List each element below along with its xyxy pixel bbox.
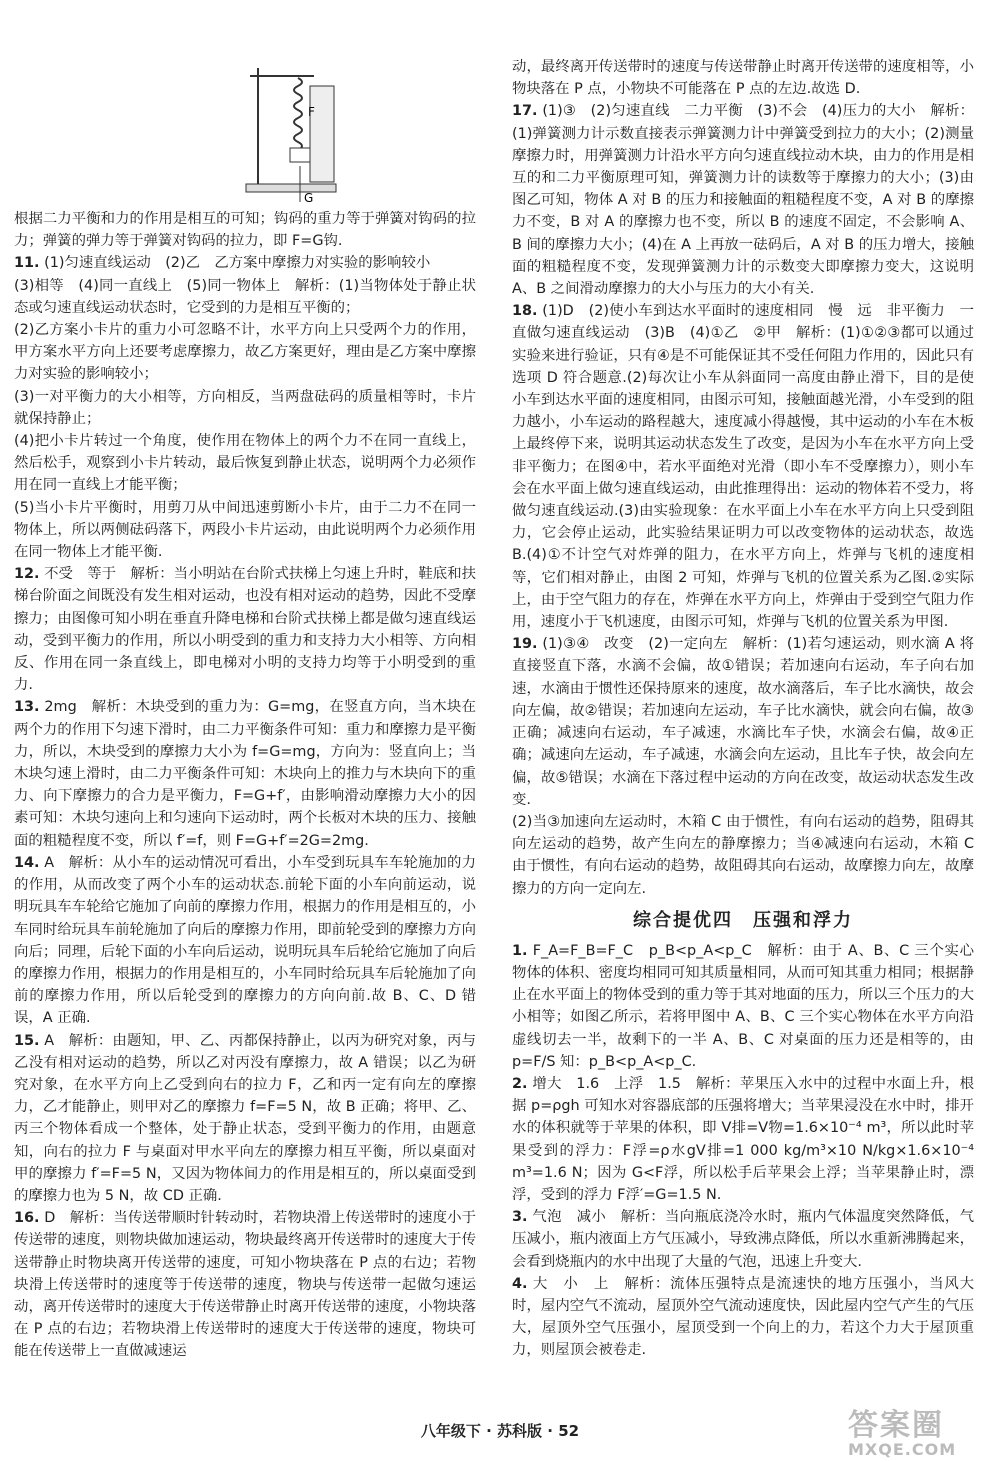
q14 [14,852,476,1030]
q11-line-3: (3)一对平衡力的大小相等，方向相反，当两盘砝码的质量相等时，卡片就保持静止； [14,388,476,427]
q18-number: 18. [512,303,538,320]
q12-text: 不受 等于 解析：当小明站在台阶式扶梯上匀速上升时，鞋底和扶梯台阶面之间既没有发生相对运动，也没有相对运动的趋势，因此不受摩擦力；由图像可知小明在垂直升降电梯和台阶式扶梯上都是做匀速直线运动，受到平衡力的作用，所以小明受到的重力和支持力大小相等、方向相反、作用在同一条直线上，即电梯对小明的支持力均等于小明受到的重力. [14,566,476,694]
page-footer: 八年级下 · 苏科版 · 52 [420,1422,580,1440]
s4-text: 大 小 上 解析：流体压强特点是流速快的地方压强小，当风大时，屋内空气不流动，屋顶外空气流动速度快，因此屋内空气产生的气压大，屋顶外空气压强小，屋顶受到一个向上的力，若这个力大于屋顶重力，则屋顶会被卷走. [512,1275,974,1359]
left-column [14,56,476,1363]
q19-part2: (2)当③加速向左运动时，木箱 C 由于惯性，有向右运动的趋势，阻碍其向左运动的趋势，故产生向左的静摩擦力；当④减速向右运动，木箱 C 由于惯性，有向右运动的趋势，故阻碍其向右运动，故摩擦力向左，故摩擦力的方向一定向左. [512,813,974,897]
s2-number: 2. [512,1075,528,1092]
q14-text: A 解析：从小车的运动情况可看出，小车受到玩具车车轮施加的力的作用，从而改变了两个小车的运动状态.前轮下面的小车向前运动，说明玩具车车轮给它施加了向前的摩擦力作用，根据力的作用是相互的，小车同时给玩具车前轮施加了向后的摩擦力作用，即前轮受到的摩擦力方向向后；同理，后轮下面的小车向后运动，说明玩具车后轮给它施加了向后的摩擦力作用，根据力的作用是相互的，小车同时给玩具车后轮施加了向前的摩擦力作用，所以后轮受到的摩擦力的方向向前.故 B、C、D 错误，A 正确. [14,854,476,1027]
logo-url: MXQE.COM [848,1440,957,1459]
q13 [14,696,476,851]
s1-number: 1. [512,942,528,959]
s2 [512,1073,974,1206]
q13-text: 2mg 解析：木块受到的重力为：G=mg，在竖直方向，当木块在两个力的作用下匀速下滑时，由二力平衡条件可知：重力和摩擦力是平衡力，所以，木块受到的摩擦力大小为 f=G=mg，方向为：竖直向上；当木块匀速上滑时，由二力平衡条件可知：木块向上的推力与木块向下的重力、向下摩擦力的合力是平衡力，F=G+f′，由影响滑动摩擦力大小的因素可知：木块匀速向上和匀速向下运动时，两个长板对木块的压力、接触面的粗糙程度不变，所以 f′=f，则 F=G+f′=2G=2mg. [14,699,476,849]
q15-number: 15. [14,1032,40,1049]
s2-text: 增大 1.6 上浮 1.5 解析：苹果压入水中的过程中水面上升，根据 p=ρgh 可知水对容器底部的压强将增大；当苹果浸没在水中时，排开水的体积就等于苹果的体积，即 V排=V物=1.6×10⁻⁴ m³，所以此时苹果受到的浮力：F浮=ρ水gV排=1 000 kg/m³×10 N/kg×1.6×10⁻⁴ m³=1.6 N；因为 G<F浮，所以松手后苹果会上浮；当苹果静止时，漂浮，受到的浮力 F浮′=G=1.5 N. [512,1075,974,1203]
s4 [512,1273,974,1362]
q12 [14,563,476,696]
q16-continued: 动，最终离开传送带时的速度与传送带静止时离开传送带的速度相等，小物块落在 P 点，小物块不可能落在 P 点的左边.故选 D. [512,59,974,98]
q11 [14,252,476,563]
q14-number: 14. [14,854,40,871]
s1 [512,940,974,1073]
s3 [512,1206,974,1273]
right-column [512,56,974,1362]
watermark-logo [848,1400,988,1458]
q13-number: 13. [14,699,40,716]
q11-number: 11. [14,255,40,272]
s3-text: 气泡 减小 解析：当向瓶底浇冷水时，瓶内气体温度突然降低，气压减小，瓶内液面上方气压减小，导致沸点降低，所以水重新沸腾起来，会看到烧瓶内的水中出现了大量的气泡，迅速上升变大. [512,1209,974,1270]
q19-number: 19. [512,636,538,653]
s4-number: 4. [512,1275,528,1292]
q17-text: (1)③ (2)匀速直线 二力平衡 (3)不会 (4)压力的大小 解析：(1)弹簧测力计示数直接表示弹簧测力计中弹簧受到拉力的大小；(2)测量摩擦力时，用弹簧测力计沿水平方向匀速直线拉动木块，由力的作用是相互的和二力平衡原理可知，弹簧测力计的读数等于摩擦力的大小；(3)由图乙可知，物体 A 对 B 的压力和接触面的粗糙程度不变，A 对 B 的摩擦力不变，B 对 A 的摩擦力也不变，所以 B 的速度不固定，不会影响 A、B 间的摩擦力大小；(4)在 A 上再放一砝码后，A 对 B 的压力增大，接触面的粗糙程度不变，发现弹簧测力计的示数变大即摩擦力变大，这说明 A、B 之间滑动摩擦力的大小与压力的大小有关. [512,103,974,298]
q17 [512,100,974,300]
q11-line-2: (2)乙方案小卡片的重力小可忽略不计，水平方向上只受两个力的作用，甲方案水平方向上还要考虑摩擦力，故乙方案更好，理由是乙方案中摩擦力对实验的影响较小； [14,322,476,383]
q16-number: 16. [14,1210,40,1227]
s3-number: 3. [512,1209,528,1226]
q11-line-4: (4)把小卡片转过一个角度，使作用在物体上的两个力不在同一直线上，然后松手，观察到小卡片转动，最后恢复到静止状态，说明两个力必须作用在同一直线上才能平衡； [14,433,476,494]
q15 [14,1030,476,1208]
q17-number: 17. [512,103,538,120]
q11-line-0: (1)匀速直线运动 (2)乙 乙方案中摩擦力对实验的影响较小 [44,255,431,272]
q16-text: D 解析：当传送带顺时针转动时，若物块滑上传送带时的速度小于传送带的速度，则物块做加速运动，物块最终离开传送带时的速度大于传送带静止时物块离开传送带的速度，可知小物块落在 P 点的右边；若物块滑上传送带时的速度等于传送带的速度，物块与传送带一起做匀速运动，离开传送带时的速度大于传送带静止时离开传送带的速度，小物块落在 P 点的右边；若物块滑上传送带时的速度大于传送带的速度，物块可能在传送带上一直做减速运 [14,1210,476,1360]
s1-text: F_A=F_B=F_C p_B<p_A<p_C 解析：由于 A、B、C 三个实心物体的体积、密度均相同可知其质量相同，从而可知其重力相同；根据静止在水平面上的物体受到的重力等于其对地面的压力，所以三个压力的大小相等；如图乙所示，若将甲图中 A、B、C 三个实心物体在水平方向沿虚线切去一半，故剩下的一半 A、B、C 对桌面的压力还是相等的，由 p=F/S 知：p_B<p_A<p_C. [512,942,974,1070]
q18-text: (1)D (2)使小车到达水平面时的速度相同 慢 远 非平衡力 一直做匀速直线运动 (3)B (4)①乙 ②甲 解析：(1)①②③都可以通过实验来进行验证，只有④是不可能保证其不受任何阻力作用的，因此只有选项 D 符合题意.(2)每次让小车从斜面同一高度由静止滑下，目的是使小车到达水平面的速度相同，由图示可知，接触面越光滑，小车受到的阻力越小，小车运动的路程越大，速度减小得越慢，其中运动的小车在木板上最终停下来，说明其运动状态发生了改变，是因为小车在水平方向上受非平衡力；在图④中，若水平面绝对光滑（即小车不受摩擦力），则小车会在水平面上做匀速直线运动，由此推理得出：运动的物体若不受力，将做匀速直线运动.(3)由实验现象：在水平面上小车在水平方向上只受到阻力，它会停止运动，此实验结果证明力可以改变物体的运动状态，故选 B.(4)①不计空气对炸弹的阻力，在水平方向上，炸弹与飞机的速度相等，它们相对静止，由图 2 可知，炸弹与飞机的位置关系为乙图.②实际上，由于空气阻力的存在，炸弹在水平方向上，炸弹由于受到空气阻力作用，速度小于飞机速度，由图示可知，炸弹与飞机的位置关系为甲图. [512,303,975,631]
q11-line-5: (5)当小卡片平衡时，用剪刀从中间迅速剪断小卡片，由于二力不在同一物体上，所以两侧砝码落下，两段小卡片运动，由此说明两个力必须作用在同一物体上才能平衡. [14,499,476,561]
spring-apparatus-figure [14,56,476,206]
section-title: 综合提优四 压强和浮力 [633,909,853,931]
q11-line-1: (3)相等 (4)同一直线上 (5)同一物体上 解析：(1)当物体处于静止状态或匀速直线运动状态时，它受到的力是相互平衡的； [14,277,476,316]
spring-scale-diagram [14,56,476,206]
q19 [512,633,974,811]
logo-text: 答案圈 [848,1408,944,1443]
q16 [14,1207,476,1362]
force-label: F [308,105,315,119]
q19-text: (1)③④ 改变 (2)一定向左 解析：(1)若匀速运动，则水滴 A 将直接竖直下落，水滴不会偏，故①错误；若加速向右运动，车子向右加速，水滴由于惯性还保持原来的速度，故水滴落后，车子比水滴快，故会向左偏，故②错误；若加速向左运动，车子比水滴快，就会向右偏，故③正确；减速向右运动，车子减速，水滴比车子快，水滴会右偏，故④正确；减速向左运动，车子减速，水滴会向左运动，且比车子快，故会向左偏，故⑤错误；水滴在下落过程中运动的方向在改变，故运动状态发生改变. [512,636,975,808]
q12-number: 12. [14,566,40,583]
gravity-label: G [304,191,314,205]
q15-text: A 解析：由题知，甲、乙、丙都保持静止，以丙为研究对象，丙与乙没有相对运动的趋势，所以乙对丙没有摩擦力，故 A 错误；以乙为研究对象，在水平方向上乙受到向右的拉力 F，乙和丙一定有向左的摩擦力，乙才能静止，则甲对乙的摩擦力 f=F=5 N，故 B 正确；将甲、乙、丙三个物体看成一个整体，处于静止状态，受到平衡力的作用，由题意知，向右的拉力 F 与桌面对甲水平向左的摩擦力相互平衡，所以桌面对甲的摩擦力 f′=F=5 N，又因为物体间力的作用是相互的，所以桌面受到的摩擦力也为 5 N，故 CD 正确. [14,1032,476,1204]
q10-conclusion: 根据二力平衡和力的作用是相互的可知；钩码的重力等于弹簧对钩码的拉力；弹簧的弹力等于弹簧对钩码的拉力，即 F=G钩. [14,211,476,250]
q18 [512,300,974,633]
